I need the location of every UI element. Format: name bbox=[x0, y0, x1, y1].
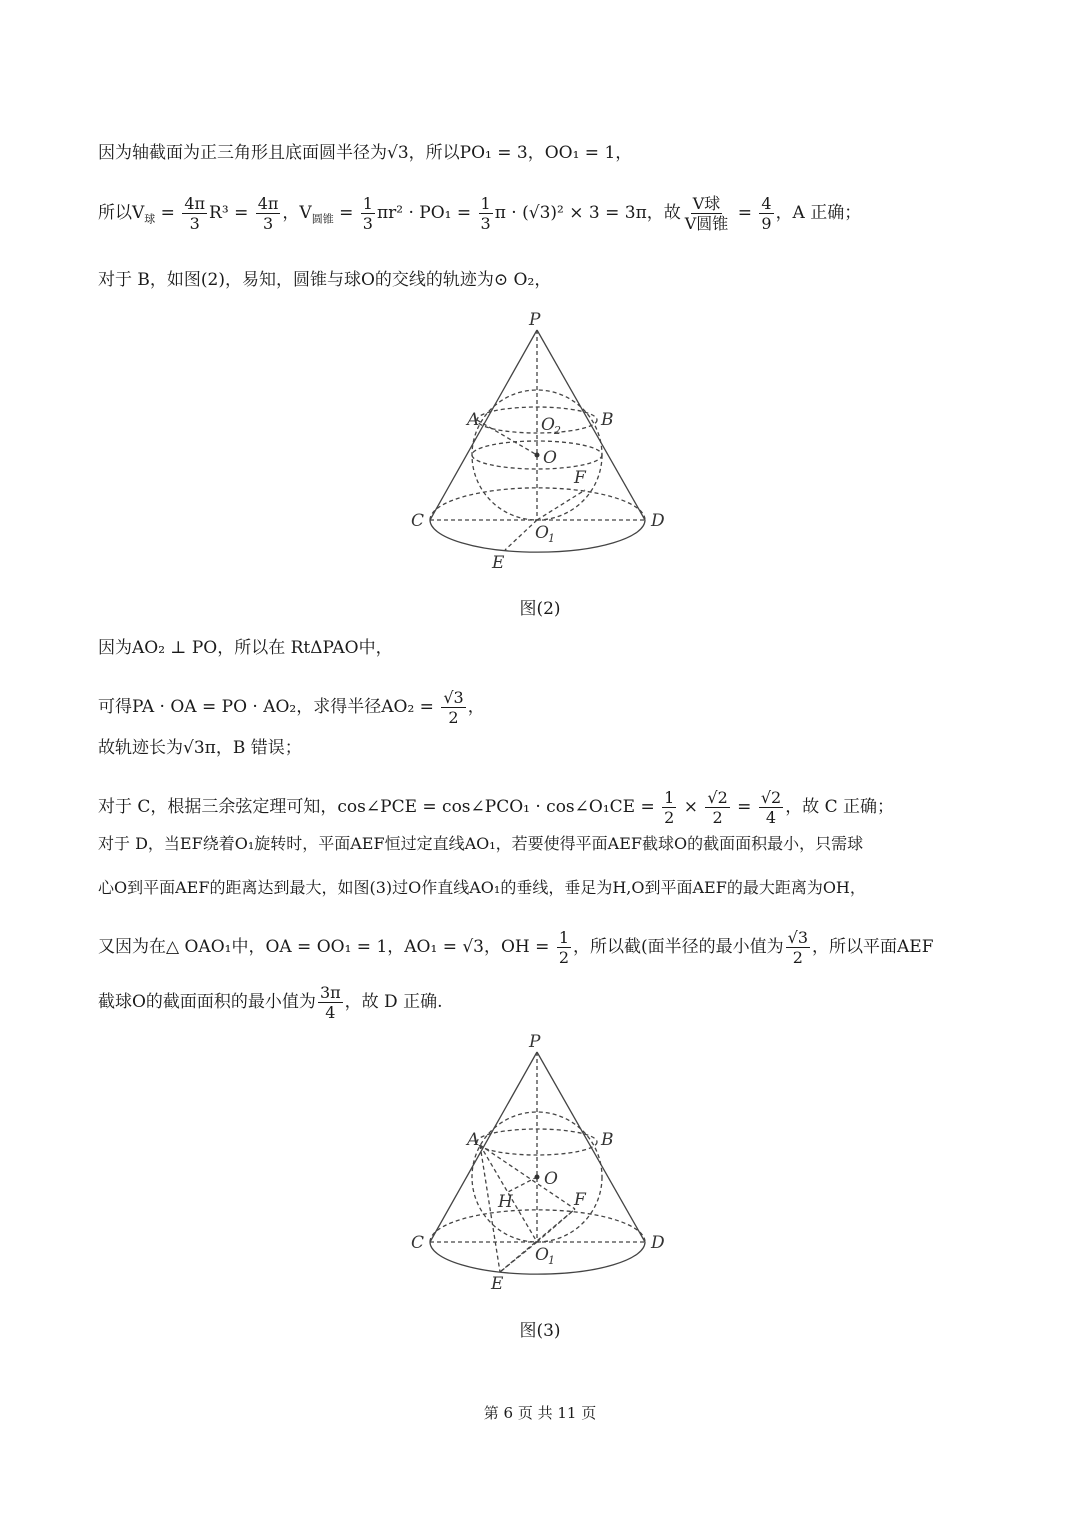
label-O: O bbox=[543, 448, 557, 468]
label-A: A bbox=[467, 1130, 480, 1150]
label-A: A bbox=[467, 410, 480, 430]
fraction-denominator: 2 bbox=[792, 948, 803, 967]
l2-eq3: = bbox=[732, 203, 758, 223]
label-P: P bbox=[529, 1032, 541, 1052]
l10-prefix: 又因为在△ OAO₁中，OA = OO₁ = 1，AO₁ = √3，OH = bbox=[98, 937, 555, 957]
l11-end: ，故 D 正确. bbox=[344, 992, 443, 1012]
text-line-6: 故轨迹长为√3π，B 错误； bbox=[98, 738, 302, 758]
l2-end: ，A 正确； bbox=[775, 203, 862, 223]
l2-prefix: 所以V bbox=[98, 203, 145, 223]
label-B: B bbox=[601, 1130, 614, 1150]
fraction-numerator: 4π bbox=[257, 194, 279, 213]
text-line-9: 心O到平面AEF的距离达到最大，如图(3)过O作直线AO₁的垂线，垂足为H,O到平面AEF的最大距离为OH， bbox=[98, 878, 866, 897]
l7-eq: = bbox=[731, 797, 757, 817]
label-C: C bbox=[411, 511, 425, 531]
fraction-denominator: 2 bbox=[664, 808, 675, 827]
l7-end: ，故 C 正确； bbox=[785, 797, 895, 817]
fraction bbox=[759, 194, 773, 233]
fraction-numerator: √3 bbox=[443, 688, 464, 707]
l7-times: × bbox=[678, 797, 704, 817]
fraction-denominator: 4 bbox=[765, 808, 777, 827]
figure-2 bbox=[405, 305, 675, 580]
text-line-3: 对于 B，如图(2)，易知，圆锥与球O的交线的轨迹为⊙ O₂， bbox=[98, 270, 552, 290]
fraction-numerator: 1 bbox=[664, 788, 675, 807]
fraction-denominator: 9 bbox=[761, 214, 772, 233]
fraction bbox=[256, 194, 281, 233]
fraction bbox=[759, 788, 783, 827]
fraction-numerator: 1 bbox=[480, 194, 491, 213]
l11-prefix: 截球O的截面面积的最小值为 bbox=[98, 992, 316, 1012]
fraction-numerator: 4 bbox=[761, 194, 772, 213]
figure-2-caption: 图(2) bbox=[519, 599, 561, 619]
l5-end: ， bbox=[467, 697, 485, 717]
l2-eq2: = bbox=[333, 203, 359, 223]
label-E: E bbox=[491, 1274, 504, 1294]
text-line-5 bbox=[98, 688, 485, 727]
fraction bbox=[182, 194, 207, 233]
l5-prefix: 可得PA · OA = PO · AO₂，求得半径AO₂ = bbox=[98, 697, 440, 717]
text-line-1: 因为轴截面为正三角形且底面圆半径为√3，所以PO₁ = 3，OO₁ = 1， bbox=[98, 143, 633, 163]
l2-mid2: π · (√3)² × 3 = 3π，故 bbox=[494, 203, 681, 223]
fraction-numerator: √3 bbox=[787, 928, 809, 947]
l2-mid: πr² · PO₁ = bbox=[376, 203, 477, 223]
fraction bbox=[361, 194, 375, 233]
label-H: H bbox=[498, 1192, 513, 1212]
l10-mid: ，所以截(面半径的最小值为 bbox=[573, 937, 784, 957]
fraction-numerator: 3π bbox=[319, 983, 341, 1002]
text-line-2 bbox=[98, 194, 861, 233]
text-line-8: 对于 D，当EF绕着O₁旋转时，平面AEF恒过定直线AO₁，若要使得平面AEF截球O的截面面积最小，只需球 bbox=[98, 834, 864, 853]
fraction bbox=[705, 788, 729, 827]
fraction bbox=[441, 688, 465, 727]
fraction-numerator: √2 bbox=[707, 788, 728, 807]
fraction bbox=[318, 983, 343, 1022]
label-D: D bbox=[651, 1233, 665, 1253]
label-O2: O bbox=[541, 415, 555, 435]
label-B: B bbox=[601, 410, 614, 430]
fraction-numerator: 1 bbox=[362, 194, 373, 213]
label-O1: O bbox=[535, 1245, 549, 1265]
label-O: O bbox=[544, 1169, 558, 1189]
text-line-4: 因为AO₂ ⊥ PO，所以在 RtΔPAO中， bbox=[98, 638, 393, 658]
label-C: C bbox=[411, 1233, 425, 1253]
label-P: P bbox=[529, 310, 541, 330]
figure-3-caption: 图(3) bbox=[519, 1321, 561, 1341]
l10-end: ，所以平面AEF bbox=[812, 937, 934, 957]
fraction-denominator: 2 bbox=[448, 708, 459, 727]
fraction-denominator: 4 bbox=[325, 1003, 336, 1022]
l2-eq1: = bbox=[155, 203, 181, 223]
fraction-denominator: 3 bbox=[480, 214, 491, 233]
l2-sub-cone: 圆锥 bbox=[311, 212, 334, 226]
l2-sub-ball: 球 bbox=[144, 212, 156, 226]
fraction bbox=[662, 788, 676, 827]
fraction-denominator: 3 bbox=[262, 214, 274, 233]
l7-prefix: 对于 C，根据三余弦定理可知，cos∠PCE = cos∠PCO₁ · cos∠O₁CE = bbox=[98, 797, 661, 817]
label-F: F bbox=[574, 468, 586, 488]
label-O1-sub: 1 bbox=[548, 1254, 555, 1267]
label-D: D bbox=[651, 511, 665, 531]
text-line-7 bbox=[98, 788, 894, 827]
fraction-numerator: √2 bbox=[760, 788, 782, 807]
cone-sphere-diagram-3 bbox=[405, 1027, 675, 1302]
text-line-11 bbox=[98, 983, 442, 1022]
fraction-numerator: 1 bbox=[558, 928, 569, 947]
fraction-numerator: V球 bbox=[692, 194, 721, 213]
fraction-denominator: V圆锥 bbox=[684, 214, 729, 233]
label-O1-sub: 1 bbox=[548, 532, 555, 545]
cone-sphere-diagram-2 bbox=[405, 305, 675, 580]
fraction-denominator: 3 bbox=[362, 214, 373, 233]
fraction bbox=[683, 194, 731, 233]
page-footer: 第 6 页 共 11 页 bbox=[483, 1404, 597, 1422]
figure-3 bbox=[405, 1027, 675, 1302]
fraction bbox=[479, 194, 493, 233]
label-O2-sub: 2 bbox=[554, 424, 561, 437]
fraction-denominator: 2 bbox=[712, 808, 723, 827]
l2-r3: R³ = bbox=[209, 203, 254, 223]
fraction-denominator: 3 bbox=[189, 214, 200, 233]
text-line-10 bbox=[98, 928, 934, 967]
label-E: E bbox=[492, 553, 505, 573]
label-O1: O bbox=[535, 523, 549, 543]
fraction-denominator: 2 bbox=[558, 948, 569, 967]
fraction bbox=[557, 928, 571, 967]
label-F: F bbox=[574, 1190, 586, 1210]
fraction-numerator: 4π bbox=[184, 194, 206, 213]
fraction bbox=[786, 928, 810, 967]
l2-v-cone: ，V bbox=[282, 203, 312, 223]
